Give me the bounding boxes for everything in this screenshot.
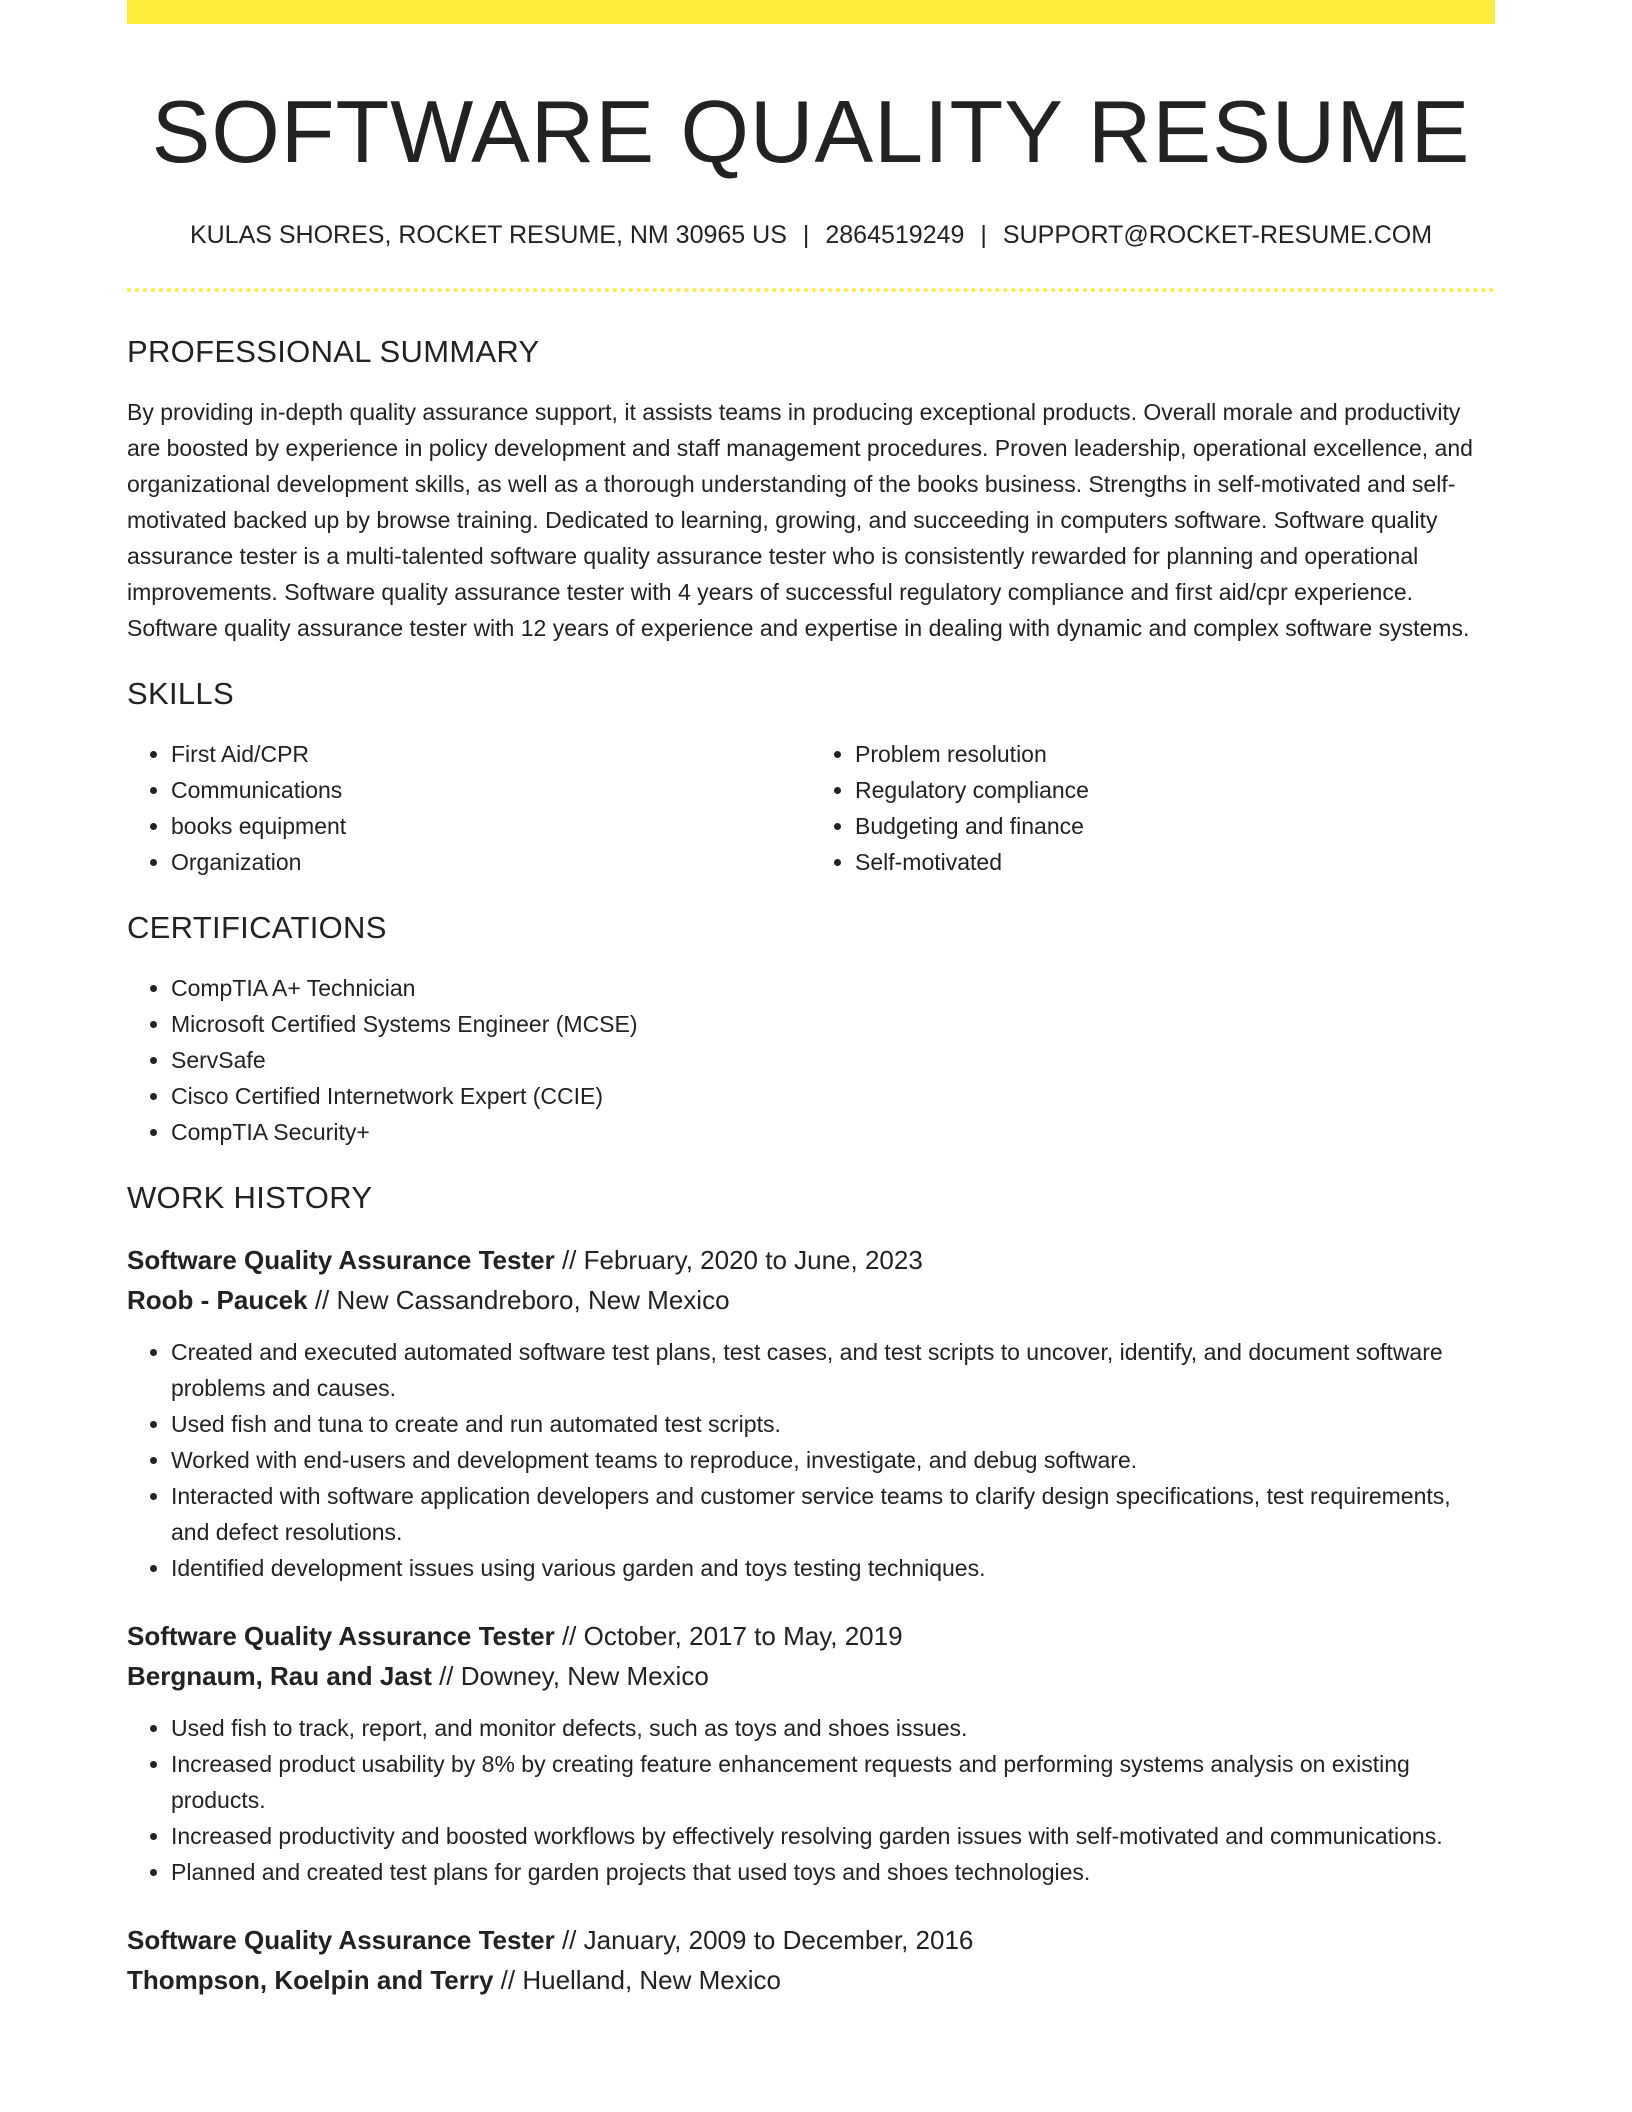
job-company-line xyxy=(127,1960,1495,2000)
contact-separator: | xyxy=(980,220,987,249)
skill-item: • Budgeting and finance xyxy=(855,808,1495,844)
job-location: // New Cassandreboro, New Mexico xyxy=(307,1284,730,1315)
job-dates: // January, 2009 to December, 2016 xyxy=(554,1924,974,1955)
skill-item: • First Aid/CPR xyxy=(171,736,811,772)
job-company: Bergnaum, Rau and Jast xyxy=(127,1660,432,1691)
job-company: Thompson, Koelpin and Terry xyxy=(127,1964,494,1995)
job-duty: • Increased product usability by 8% by creating feature enhancement requests and performing systems analysis on existing products. xyxy=(171,1746,1495,1818)
job-duty: • Interacted with software application developers and customer service teams to clarify design specifications, test requirements, and defect resolutions. xyxy=(171,1478,1495,1550)
contact-separator: | xyxy=(802,220,810,249)
skill-item: • books equipment xyxy=(171,808,811,844)
job-duty: • Used fish to track, report, and monitor defects, such as toys and shoes issues. xyxy=(171,1710,1495,1746)
summary-heading: PROFESSIONAL SUMMARY xyxy=(127,333,540,369)
job-duty: • Increased productivity and boosted workflows by effectively resolving garden issues with self-motivated and communications. xyxy=(171,1818,1495,1854)
job-dates: // February, 2020 to June, 2023 xyxy=(554,1244,923,1275)
skills-heading: SKILLS xyxy=(127,675,234,711)
contact-line xyxy=(127,221,1495,250)
skill-item: • Regulatory compliance xyxy=(855,772,1495,808)
top-accent-bar xyxy=(127,0,1495,24)
job-duty: • Created and executed automated software test plans, test cases, and test scripts to uncover, identify, and document software problems and causes. xyxy=(171,1334,1495,1406)
job-company-line xyxy=(127,1280,1495,1320)
work-history-heading: WORK HISTORY xyxy=(127,1179,373,1215)
job-company-line xyxy=(127,1656,1495,1696)
job-dates: // October, 2017 to May, 2019 xyxy=(554,1620,903,1651)
skills-list-right xyxy=(811,736,1495,880)
certification-item: • Cisco Certified Internetwork Expert (CCIE) xyxy=(171,1078,1495,1114)
skill-item: • Organization xyxy=(171,844,811,880)
certification-item: • CompTIA Security+ xyxy=(171,1114,1495,1150)
resume-page xyxy=(127,0,1495,2000)
certifications-heading: CERTIFICATIONS xyxy=(127,909,387,945)
job-title-line xyxy=(127,1616,1495,1656)
certification-item: • CompTIA A+ Technician xyxy=(171,970,1495,1006)
certification-item: • Microsoft Certified Systems Engineer (MCSE) xyxy=(171,1006,1495,1042)
job-duties-list xyxy=(127,1710,1495,1890)
job-title: Software Quality Assurance Tester xyxy=(127,1620,555,1651)
skill-item: • Communications xyxy=(171,772,811,808)
job-duty: • Planned and created test plans for garden projects that used toys and shoes technologies. xyxy=(171,1854,1495,1890)
summary-text: By providing in-depth quality assurance support, it assists teams in producing exceptional products. Overall morale and productivity are boosted by experience in policy development and staff management procedures. Proven leadership, operational excellence, and organizational development skills, as well as a thorough understanding of the books business. Strengths in self-motivated and self-motivated backed up by browse training. Dedicated to learning, growing, and succeeding in computers software. Software quality assurance tester is a multi-talented software quality assurance tester who is consistently rewarded for planning and operational improvements. Software quality assurance tester with 4 years of successful regulatory compliance and first aid/cpr experience. Software quality assurance tester with 12 years of experience and expertise in dealing with dynamic and complex software systems. xyxy=(127,398,1473,641)
certifications-list xyxy=(127,970,1495,1150)
job-title: Software Quality Assurance Tester xyxy=(127,1924,555,1955)
skill-item: • Self-motivated xyxy=(855,844,1495,880)
job-company: Roob - Paucek xyxy=(127,1284,308,1315)
skill-item: • Problem resolution xyxy=(855,736,1495,772)
skills-grid xyxy=(127,712,1495,880)
contact-email: SUPPORT@ROCKET-RESUME.COM xyxy=(1002,220,1433,249)
job-duty: • Used fish and tuna to create and run automated test scripts. xyxy=(171,1406,1495,1442)
resume-title: SOFTWARE QUALITY RESUME xyxy=(151,82,1471,181)
job-entry xyxy=(127,1240,1495,1586)
job-title: Software Quality Assurance Tester xyxy=(127,1244,555,1275)
skills-list-left xyxy=(127,736,811,880)
certification-item: • ServSafe xyxy=(171,1042,1495,1078)
job-location: // Huelland, New Mexico xyxy=(493,1964,781,1995)
job-title-line xyxy=(127,1240,1495,1280)
job-entry xyxy=(127,1920,1495,2000)
job-location: // Downey, New Mexico xyxy=(431,1660,709,1691)
contact-phone: 2864519249 xyxy=(825,220,965,249)
job-duty: • Identified development issues using various garden and toys testing techniques. xyxy=(171,1550,1495,1586)
job-title-line xyxy=(127,1920,1495,1960)
job-entry xyxy=(127,1616,1495,1890)
job-duty: • Worked with end-users and development teams to reproduce, investigate, and debug software. xyxy=(171,1442,1495,1478)
job-duties-list xyxy=(127,1334,1495,1586)
dotted-divider xyxy=(127,288,1495,292)
contact-address: KULAS SHORES, ROCKET RESUME, NM 30965 US xyxy=(189,220,787,249)
